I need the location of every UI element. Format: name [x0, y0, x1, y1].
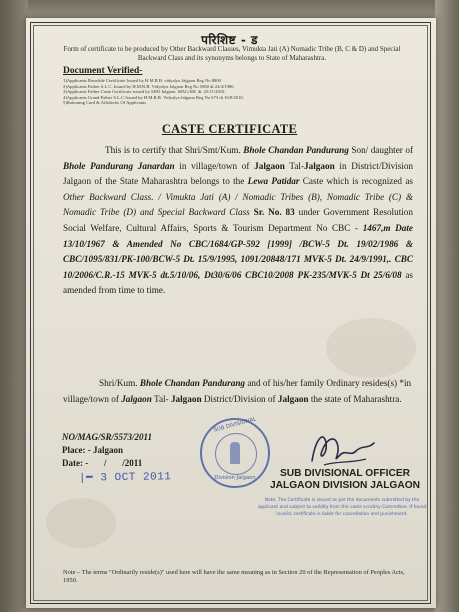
- residence-text: and of his/her family Ordinary resides(s) *in village/town of: [63, 378, 412, 404]
- officer-signature: [306, 427, 378, 471]
- certify-intro: This is to certify that Shri/Smt/Kum.: [105, 145, 241, 155]
- document-item: 4)Applicants Grand Father S.L.C Issued by H.M.R.B. Vidyalya Jalgaon Reg No 673 dt 16/8/2010.: [63, 94, 244, 100]
- photo-background-right: [435, 0, 459, 612]
- validity-note-stamp: Note: The Certificate is issued as per the documents submitted by the applicant and subject to validity from the caste scrutiny Committee. If found invalid, certificate is liable for cancellation and punishment.: [257, 498, 427, 518]
- photo-background-left: [0, 0, 28, 612]
- son-of-label: Son/ daughter of: [351, 145, 414, 155]
- document-item: 1)Applicants Bonafide Certificate Issued by H.M.R.B. vidyalya Jalgaon Reg No 8800: [63, 78, 221, 83]
- certificate-paragraph-2: [63, 376, 413, 407]
- form-description: Form of certificate to be produced by Other Backward Classes, Vimukta Jati (A) Nomadic Tribe (B, C & D) and Special Backward Class and its synonyms belongs to State of Maharashtra.: [63, 45, 401, 62]
- signing-authority: [265, 468, 425, 492]
- residence-district-text: District/Division of: [203, 393, 276, 404]
- caste-text: Caste which is recognized as: [302, 176, 413, 187]
- official-seal: [200, 418, 270, 488]
- officer-title: SUB DIVISIONAL OFFICER: [280, 468, 410, 479]
- reference-number: NO/MAG/SR/5573/2011: [62, 432, 153, 442]
- date-stamp: [79, 469, 172, 485]
- documents-verified-title: Document Verified-: [63, 66, 143, 76]
- father-name: Bhole Pandurang Janardan: [63, 160, 175, 171]
- officer-place: JALGAON DIVISION JALGAON: [270, 480, 420, 491]
- seal-top-text: SUB DIVISIONAL: [213, 416, 257, 434]
- caste-name: Lewa Patidar: [247, 176, 300, 187]
- seal-bottom-text: Division Jalgaon: [214, 475, 256, 481]
- taluka-name: Jalgaon: [304, 160, 335, 171]
- emblem-icon: [230, 442, 240, 464]
- document-item: 5)Rationing Card & Affidavits Of Applicants: [63, 100, 146, 106]
- resident-name: Bhole Chandan Pandurang: [139, 378, 246, 388]
- applicant-name: Bhole Chandan Pandurang: [243, 145, 349, 155]
- appendix-heading: परिशिष्ट - ड: [201, 33, 258, 47]
- state-text: the state of Maharashtra.: [310, 393, 402, 404]
- place-line: Place: - Jalgaon: [62, 445, 123, 455]
- residence-village: Jalgaon: [121, 393, 152, 404]
- district-text: in District/Division Jalgaon of the State Maharashtra belongs to the: [63, 160, 414, 187]
- certificate-title: CASTE CERTIFICATE: [161, 122, 298, 136]
- document-item: 2)Applicants Father S.L.C. Issued by H.M.R.B. Vidyalya Jalgaon Reg No 5860 dt 24/4/1986: [63, 83, 234, 89]
- village-label: in village/town of: [179, 160, 250, 171]
- amended-text: as amended from time to time.: [63, 269, 414, 296]
- reference-block: [62, 431, 152, 470]
- document-item: 3)Applicants Father Caste Certificate issued by SDO Jalgaon. MAG/SR/ dt. 25/11/2010.: [63, 89, 226, 95]
- government-resolution: under Government Resolution Social Welfare, Cultural Affairs, Sports & Tourism Department No CBC -: [63, 207, 413, 233]
- certificate-paragraph-1: [63, 143, 413, 299]
- date-stamp-mark: |━: [78, 472, 94, 485]
- date-line: Date: - / /2011: [62, 458, 143, 468]
- residence-tal-label: Tal-: [153, 393, 169, 404]
- serial-number: Sr. No. 83: [253, 207, 295, 218]
- village-name: Jalgaon: [254, 160, 285, 171]
- footnote: Note – The terms "Ordinarily reside(s)" used here will have the same meaning as in Section 20 of the Representation of Peoples Acts, 1950.: [63, 569, 405, 585]
- documents-verified-list: [63, 78, 363, 106]
- resolution-references: 1467,m Date 13/10/1967 & Amended No CBC/1684/GP-592 [1999] /BCW-5 Dt. 19/02/1986 & CBC/1095/831/PK-100/BCW-5 Dt. 15/9/1995, 1091/20848/171 MVK-5 Dt. 24/9/1991,. CBC 10/2006/C.R.-15 MVK-5 dt.5/10/06, Dt30/6/06 CBC10/2008 PK-235/MVK-5 Dt 25/6/08: [63, 222, 414, 280]
- category-list: Other Backward Class. / Vimukta Jati (A) / Nomadic Tribes (B), Nomadic Tribe (C) & Nomadic Tribe (D) and Special Backward Class: [63, 191, 413, 218]
- residence-intro: Shri/Kum.: [99, 378, 138, 388]
- tal-label: Tal-: [289, 160, 305, 171]
- date-stamp-text: 3 OCT 2011: [100, 471, 172, 485]
- residence-district: Jalgaon: [277, 393, 309, 404]
- residence-taluka: Jalgaon: [170, 393, 202, 404]
